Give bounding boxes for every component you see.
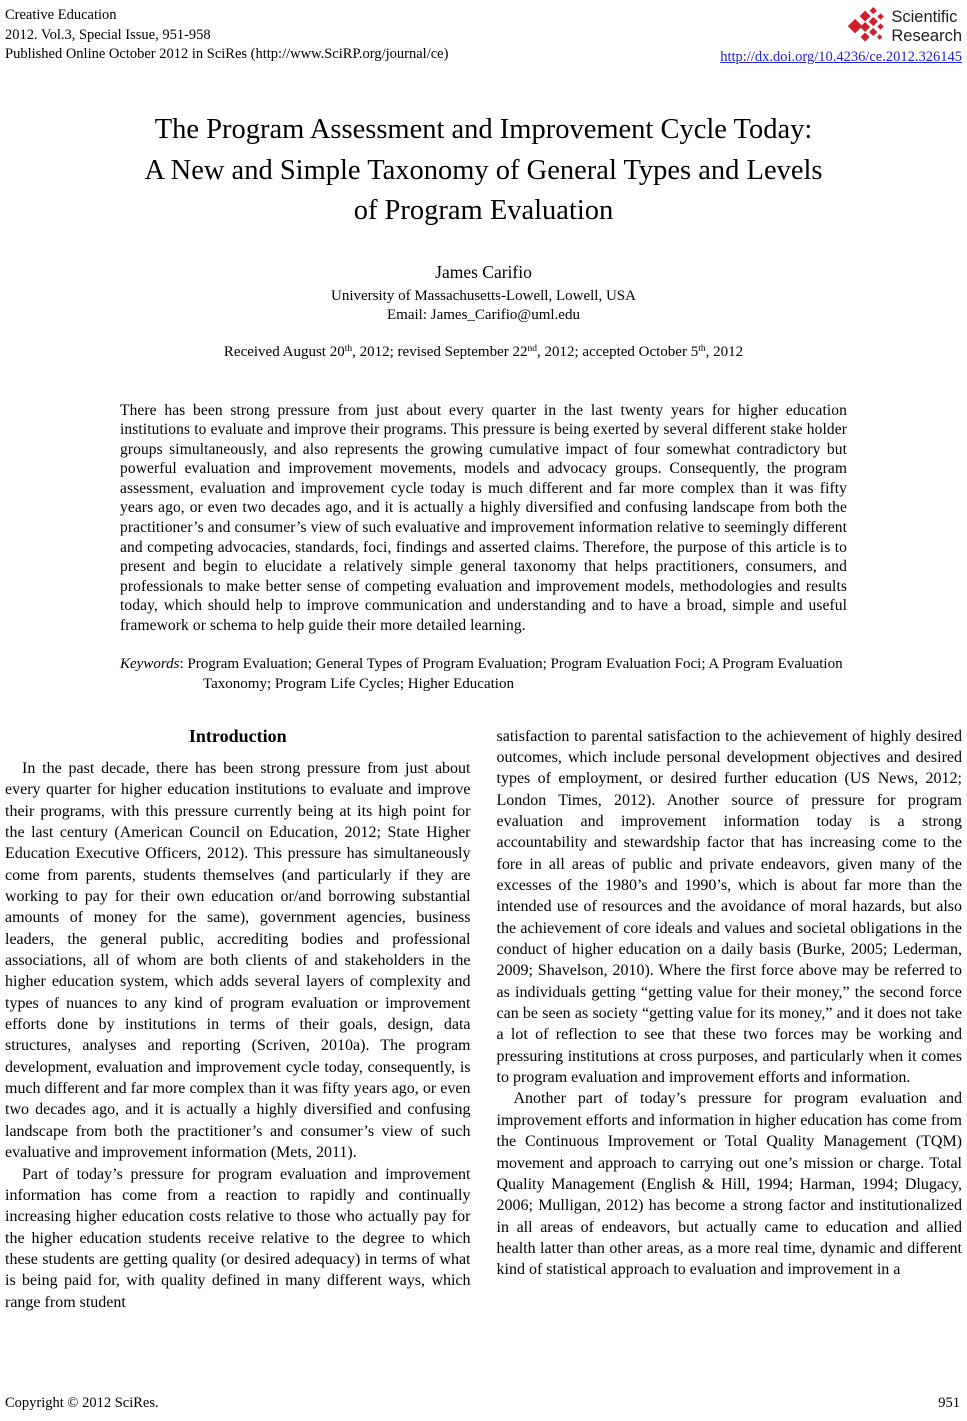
publisher-block — [720, 6, 962, 66]
page-footer — [5, 1395, 960, 1412]
title-line-2: A New and Simple Taxonomy of General Types and Levels — [144, 154, 823, 186]
author-affiliation: University of Massachusetts-Lowell, Lowell, USA — [331, 287, 636, 304]
published-online-line: Published Online October 2012 in SciRes (http://www.SciRP.org/journal/ce) — [5, 46, 449, 62]
journal-name: Creative Education — [5, 7, 117, 23]
journal-issue: 2012. Vol.3, Special Issue, 951-958 — [5, 26, 211, 43]
received-text-part: , 2012; revised September 22 — [352, 343, 528, 360]
paper-title — [0, 110, 967, 232]
keywords-text: : Program Evaluation; General Types of Program Evaluation; Program Evaluation Foci; A Program Evaluation Taxonomy; Program Life Cycles; Higher Education — [179, 655, 843, 692]
author-block — [0, 261, 967, 326]
copyright-notice: Copyright © 2012 SciRes. — [5, 1395, 159, 1411]
doi-link[interactable]: http://dx.doi.org/10.4236/ce.2012.326145 — [720, 49, 962, 65]
page-header — [0, 0, 967, 66]
right-column-paragraph-1: satisfaction to parental satisfaction to the achievement of highly desired outcomes, which include personal development objectives and desired types of employment, or desired further education (US News, 2012; London Times, 2012). Another source of pressure for program evaluation and improvement information today is a strong accountability and stewardship factor that has increasing come to the fore in all areas of public and private endeavors, given many of the excesses of the 1980’s and 1990’s, which is about far more than the intended use of resources and the avoidance of moral hazards, but also the achievement of core ideals and values and societal obligations in the conduct of higher education on a daily basis (Burke, 2005; Lederman, 2009; Shavelson, 2010). Where the first force above may be referred to as individuals getting “getting value for their money,” the second force can be seen as society “getting value for its money,” and it does not take a lot of reflection to see that these two forces may be working and pressuring institutions at cross purposes, and particularly when it comes to program evaluation and improvement efforts and information. — [496, 727, 962, 1087]
keywords-label: Keywords — [120, 655, 180, 672]
received-text-part: Received August 20 — [223, 343, 345, 360]
received-superscript: nd — [527, 344, 538, 355]
keywords-block — [120, 654, 847, 694]
abstract-paragraph: There has been strong pressure from just about every quarter in the last twenty years for higher education institutions to evaluate and improve their programs. This pressure is being exerted by several different stake holder groups simultaneously, and also represents the growing cumulative impact of four somewhat contradictory but powerful evaluation and improvement movements, models and advocacy groups. Consequently, the program assessment, evaluation and improvement cycle today is much different and far more complex than it was fifty years ago, or even two decades ago, and it is actually a highly diversified and confusing landscape from both the practitioner’s and consumer’s view of such evaluative and improvement information relative to seemingly different and competing advocacies, standards, foci, findings and asserted claims. Therefore, the purpose of this article is to present and begin to elucidate a relatively simple general taxonomy that helps practitioners, consumers, and professionals to make better sense of competing evaluation and improvement models, methodologies and results today, which should help to improve communication and understanding and to have a broad, simple and useful framework or schema to help guide their more detailed learning. — [120, 401, 847, 635]
received-text-part: , 2012; accepted October 5 — [537, 343, 699, 360]
right-column — [497, 726, 963, 1313]
page-number: 951 — [938, 1395, 960, 1411]
title-line-1: The Program Assessment and Improvement Cycle Today: — [154, 114, 813, 145]
left-column-paragraph-2: Part of today’s pressure for program evaluation and improvement information has come from a reaction to rapidly and continually increasing higher education costs relative to those who actually pay for the higher education students receive relative to the degree to which these students are getting quality (or desired adequacy) in terms of what is being paid for, with quality defined in many different ways, which range from student — [5, 1165, 471, 1311]
left-column-paragraph-1: In the past decade, there has been strong pressure from just about every quarter for higher education institutions to evaluate and improve their programs, with this pressure currently being at its high point for the last century (American Council on Education, 2012; State Higher Education Executive Officers, 2012). This pressure has simultaneously come from parents, students themselves (and particularly if they are working to pay for their own education or/and borrowing substantial amounts of money for the same), government agencies, business leaders, the general public, accrediting bodies and professional associations, all of whom are both clients of and stakeholders in the higher education system, which adds several layers of complexity and types of nuances to any kind of program evaluation or improvement efforts done by institutions in terms of their goals, design, data structures, analyses and reporting (Scriven, 2010a). The program development, evaluation and improvement cycle today, consequently, is much different and far more complex than it was fifty years ago, or even two decades ago, and it is actually a highly diversified and confusing landscape from both the practitioner’s and consumer’s view of such evaluative and improvement information (Mets, 2011). — [5, 759, 471, 1162]
title-line-3: of Program Evaluation — [353, 195, 614, 226]
received-superscript: th — [344, 344, 353, 355]
author-email: Email: James_Carifio@uml.edu — [387, 307, 580, 323]
left-column — [5, 726, 471, 1313]
received-line — [0, 343, 967, 362]
journal-info — [5, 6, 448, 65]
right-column-paragraph-2: Another part of today’s pressure for program evaluation and improvement efforts and information in higher education has come from the Continuous Improvement or Total Quality Management (TQM) movement and approach to carrying out one’s mission or charge. Total Quality Management (English & Hill, 1994; Harman, 1994; Dlugacy, 2006; Mulligan, 2012) has become a strong factor and institutionalized in all areas of endeavors, but actually came to education and allied health latter than other areas, as a more real time, dynamic and different kind of statistical approach to evaluation and improvement in a — [496, 1090, 962, 1279]
scientific-research-diamonds-icon — [846, 6, 886, 48]
received-text-part: , 2012 — [705, 343, 744, 360]
introduction-heading: Introduction — [188, 725, 287, 746]
publisher-logo — [720, 6, 962, 48]
body-columns — [0, 726, 967, 1313]
publisher-name: Scientific Research — [891, 8, 962, 45]
author-name: James Carifio — [435, 261, 532, 282]
received-superscript: th — [698, 344, 706, 355]
